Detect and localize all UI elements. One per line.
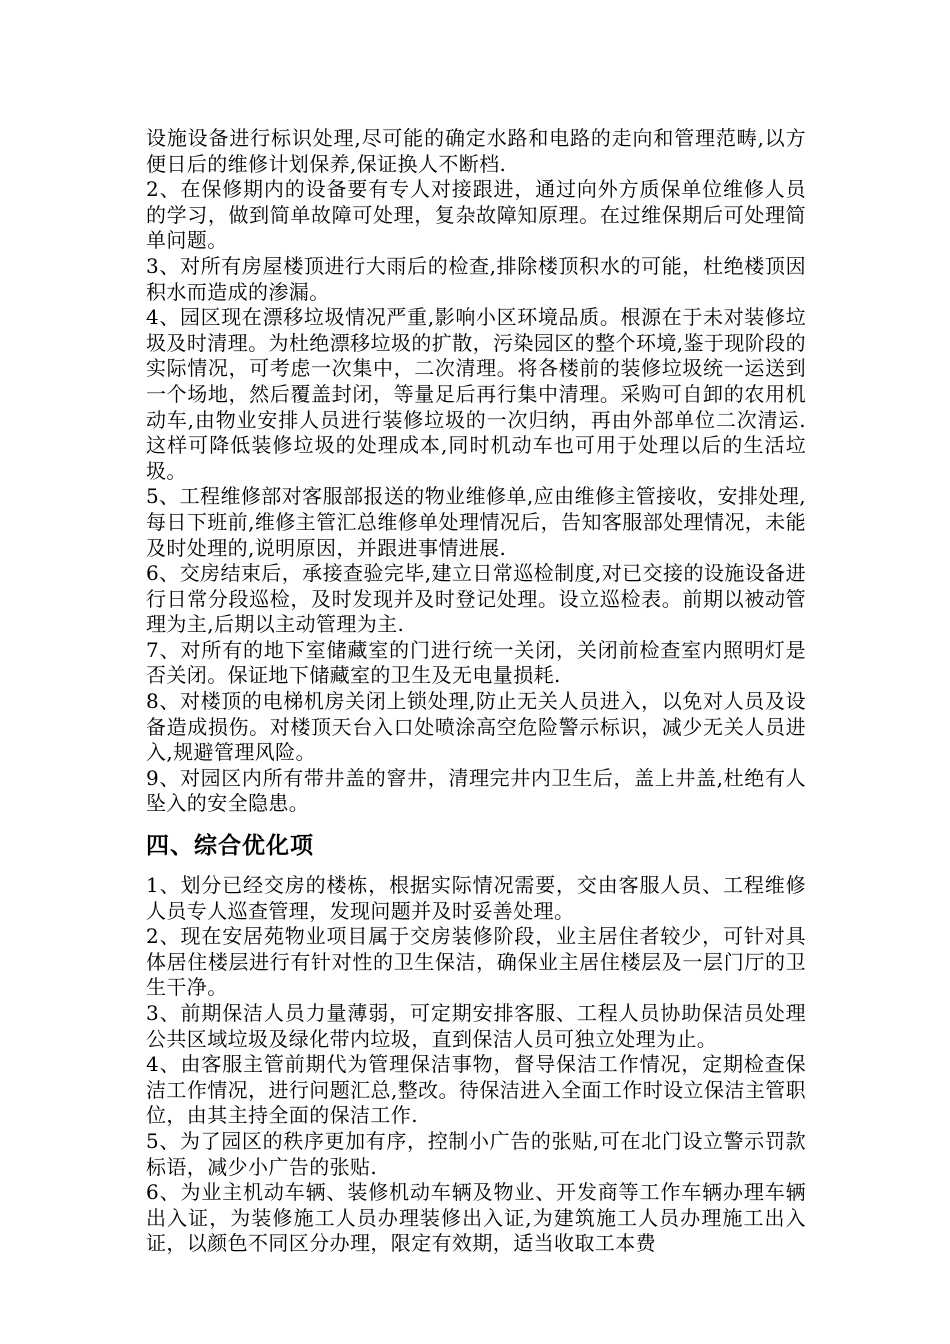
paragraph-3-5: 5、工程维修部对客服部报送的物业维修单,应由维修主管接收，安排处理,每日下班前,维修主管汇总维修单处理情况后，告知客服部处理情况，未能及时处理的,说明原因，并跟进事情进展.: [146, 484, 806, 560]
paragraph-4-1: 1、划分已经交房的楼栋，根据实际情况需要，交由客服人员、工程维修人员专人巡查管理，发现问题并及时妥善处理。: [146, 873, 806, 923]
paragraph-4-2: 2、现在安居苑物业项目属于交房装修阶段，业主居住者较少，可针对具体居住楼层进行有针对性的卫生保洁，确保业主居住楼层及一层门厅的卫生干净。: [146, 924, 806, 1000]
paragraph-3-2: 2、在保修期内的设备要有专人对接跟进，通过向外方质保单位维修人员的学习，做到简单故障可处理，复杂故障知原理。在过维保期后可处理简单问题。: [146, 177, 806, 253]
paragraph-3-6: 6、交房结束后，承接查验完毕,建立日常巡检制度,对已交接的设施设备进行日常分段巡检，及时发现并及时登记处理。设立巡检表。前期以被动管理为主,后期以主动管理为主.: [146, 561, 806, 637]
paragraph-3-cont: 设施设备进行标识处理,尽可能的确定水路和电路的走向和管理范畴,以方便日后的维修计划保养,保证换人不断档.: [146, 126, 806, 176]
paragraph-3-9: 9、对园区内所有带井盖的窨井，清理完井内卫生后，盖上井盖,杜绝有人坠入的安全隐患。: [146, 765, 806, 816]
section-heading-4: 四、综合优化项: [146, 833, 314, 860]
paragraph-4-5: 5、为了园区的秩序更加有序，控制小广告的张贴,可在北门设立警示罚款标语，减少小广告的张贴.: [146, 1128, 806, 1179]
paragraph-3-4: 4、园区现在漂移垃圾情况严重,影响小区环境品质。根源在于未对装修垃圾及时清理。为杜绝漂移垃圾的扩散，污染园区的整个环境,鉴于现阶段的实际情况，可考虑一次集中，二次清理。将各楼前的装修垃圾统一运送到一个场地，然后覆盖封闭，等量足后再行集中清理。采购可自卸的农用机动车,由物业安排人员进行装修垃圾的一次归纳，再由外部单位二次清运.这样可降低装修垃圾的处理成本,同时机动车也可用于处理以后的生活垃圾。: [146, 305, 806, 483]
document-page: [146, 126, 806, 1257]
paragraph-4-6: 6、为业主机动车辆、装修机动车辆及物业、开发商等工作车辆办理车辆出入证，为装修施工人员办理装修出入证,为建筑施工人员办理施工出入证，以颜色不同区分办理，限定有效期，适当收取工本费: [146, 1180, 806, 1256]
paragraph-3-7: 7、对所有的地下室储藏室的门进行统一关闭，关闭前检查室内照明灯是否关闭。保证地下储藏室的卫生及无电量损耗.: [146, 637, 806, 688]
paragraph-4-3: 3、前期保洁人员力量薄弱，可定期安排客服、工程人员协助保洁员处理公共区域垃圾及绿化带内垃圾，直到保洁人员可独立处理为止。: [146, 1001, 806, 1051]
paragraph-3-8: 8、对楼顶的电梯机房关闭上锁处理,防止无关人员进入，以免对人员及设备造成损伤。对楼顶天台入口处喷涂高空危险警示标识，减少无关人员进入,规避管理风险。: [146, 689, 806, 765]
paragraph-3-3: 3、对所有房屋楼顶进行大雨后的检查,排除楼顶积水的可能，杜绝楼顶因积水而造成的渗漏。: [146, 253, 806, 304]
paragraph-4-4: 4、由客服主管前期代为管理保洁事物，督导保洁工作情况，定期检查保洁工作情况，进行问题汇总,整改。待保洁进入全面工作时设立保洁主管职位，由其主持全面的保洁工作.: [146, 1052, 806, 1128]
